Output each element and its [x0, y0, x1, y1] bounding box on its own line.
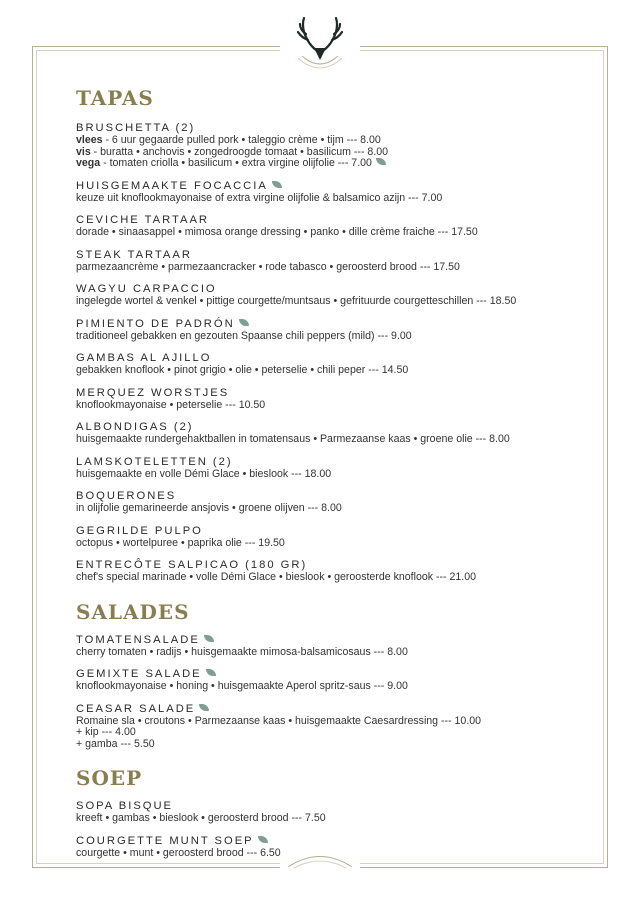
- item-name: MERQUEZ WORSTJES: [76, 386, 230, 399]
- section-title-salades: SALADES: [76, 599, 190, 624]
- item-name: BOQUERONES: [76, 490, 177, 502]
- menu-item-tomatensalade: [76, 634, 576, 659]
- item-name: STEAK TARTAAR: [76, 248, 192, 261]
- item-desc-line: dorade • sinaasappel • mimosa orange dressing • panko • dille crème fraiche --- 17.50: [76, 226, 478, 238]
- item-name: LAMSKOTELETTEN (2): [76, 455, 233, 468]
- item-name: TOMATENSALADE: [76, 633, 200, 646]
- vegetarian-leaf-icon: [376, 158, 386, 165]
- vegetarian-leaf-icon: [204, 635, 214, 642]
- item-desc-line: kreeft • gambas • bieslook • geroosterd brood --- 7.50: [76, 812, 326, 824]
- deer-antler-logo: [280, 10, 360, 70]
- vegetarian-leaf-icon: [258, 836, 268, 843]
- item-name: GAMBAS AL AJILLO: [76, 352, 212, 364]
- menu-item-sopa-bisque: [76, 800, 576, 825]
- item-name: GEMIXTE SALADE: [76, 668, 202, 680]
- item-desc-line: huisgemaakte rundergehaktballen in tomatensaus • Parmezaanse kaas • groene olie --- 8.00: [76, 433, 510, 445]
- item-desc-line: Romaine sla • croutons • Parmezaanse kaas • huisgemaakte Caesardressing --- 10.00: [76, 714, 482, 727]
- item-desc-line: keuze uit knoflookmayonaise of extra virgine olijfolie & balsamico azijn --- 7.00: [76, 191, 443, 204]
- section-title-soep: SOEP: [76, 766, 143, 790]
- item-name: GEGRILDE PULPO: [76, 524, 203, 537]
- item-desc-line: + kip --- 4.00: [76, 726, 136, 738]
- menu-item-courgette-soep: [76, 835, 576, 860]
- item-desc-line: parmezaancrème • parmezaancracker • rode tabasco • geroosterd brood --- 17.50: [76, 260, 460, 273]
- menu-item-merquez: [76, 387, 576, 412]
- item-desc-line: octopus • wortelpuree • paprika olie --- 19.50: [76, 536, 285, 549]
- item-desc-line: gebakken knoflook • pinot grigio • olie • peterselie • chili peper --- 14.50: [76, 364, 409, 376]
- menu-item-boquerones: [76, 490, 576, 515]
- item-name: CEASAR SALADE: [76, 702, 196, 715]
- item-desc-line: in olijfolie gemarineerde ansjovis • groene olijven --- 8.00: [76, 502, 342, 514]
- item-desc-line: cherry tomaten • radijs • huisgemaakte mimosa-balsamicosaus --- 8.00: [76, 645, 408, 658]
- item-desc-line: chef's special marinade • volle Démi Glace • bieslook • geroosterde knoflook --- 21.00: [76, 571, 477, 583]
- vegetarian-leaf-icon: [239, 319, 249, 326]
- menu-item-gambas: [76, 352, 576, 377]
- menu-item-pulpo: [76, 525, 576, 550]
- item-name: ALBONDIGAS (2): [76, 421, 194, 433]
- menu-content: [76, 86, 576, 859]
- menu-item-bruschetta: [76, 122, 576, 170]
- item-name: PIMIENTO DE PADRÓN: [76, 317, 235, 330]
- item-desc-line: vega - tomaten criolla • basilicum • extra virgine olijfolie --- 7.00: [76, 158, 576, 170]
- menu-item-lamskoteletten: [76, 456, 576, 481]
- menu-item-padron: [76, 318, 576, 343]
- item-desc-line: + gamba --- 5.50: [76, 737, 155, 750]
- item-desc-line: ingelegde wortel & venkel • pittige courgette/muntsaus • gefrituurde courgetteschillen --- 18.50: [76, 295, 517, 307]
- menu-item-entrecote: [76, 559, 576, 584]
- menu-item-ceasar-salade: [76, 703, 576, 751]
- menu-item-focaccia: [76, 180, 576, 205]
- item-desc-line: huisgemaakte en volle Démi Glace • bieslook --- 18.00: [76, 467, 332, 480]
- item-name: WAGYU CARPACCIO: [76, 283, 217, 295]
- vegetarian-leaf-icon: [206, 669, 216, 676]
- menu-item-steak-tartaar: [76, 249, 576, 274]
- menu-item-wagyu: [76, 283, 576, 308]
- item-name: BRUSCHETTA (2): [76, 122, 196, 134]
- item-desc-line: traditioneel gebakken en gezouten Spaanse chili peppers (mild) --- 9.00: [76, 329, 412, 342]
- item-desc-line: knoflookmayonaise • peterselie --- 10.50: [76, 398, 266, 411]
- item-name: HUISGEMAAKTE FOCACCIA: [76, 179, 268, 192]
- menu-item-gemixte-salade: [76, 668, 576, 693]
- vegetarian-leaf-icon: [272, 181, 282, 188]
- item-name: SOPA BISQUE: [76, 800, 174, 812]
- item-desc-line: vis - buratta • anchovis • zongedroogde tomaat • basilicum --- 8.00: [76, 145, 389, 158]
- item-name: ENTRECÔTE SALPICAO (180 GR): [76, 559, 308, 571]
- item-desc-line: vlees - 6 uur gegaarde pulled pork • taleggio crème • tijm --- 8.00: [76, 134, 381, 146]
- menu-item-ceviche: [76, 214, 576, 239]
- section-title-tapas: TAPAS: [76, 86, 154, 110]
- vegetarian-leaf-icon: [199, 704, 209, 711]
- item-desc-line: knoflookmayonaise • honing • huisgemaakte Aperol spritz-saus --- 9.00: [76, 680, 408, 692]
- item-name: COURGETTE MUNT SOEP: [76, 834, 254, 847]
- menu-item-albondigas: [76, 421, 576, 446]
- item-name: CEVICHE TARTAAR: [76, 214, 209, 226]
- item-desc-line: courgette • munt • geroosterd brood --- 6.50: [76, 846, 281, 859]
